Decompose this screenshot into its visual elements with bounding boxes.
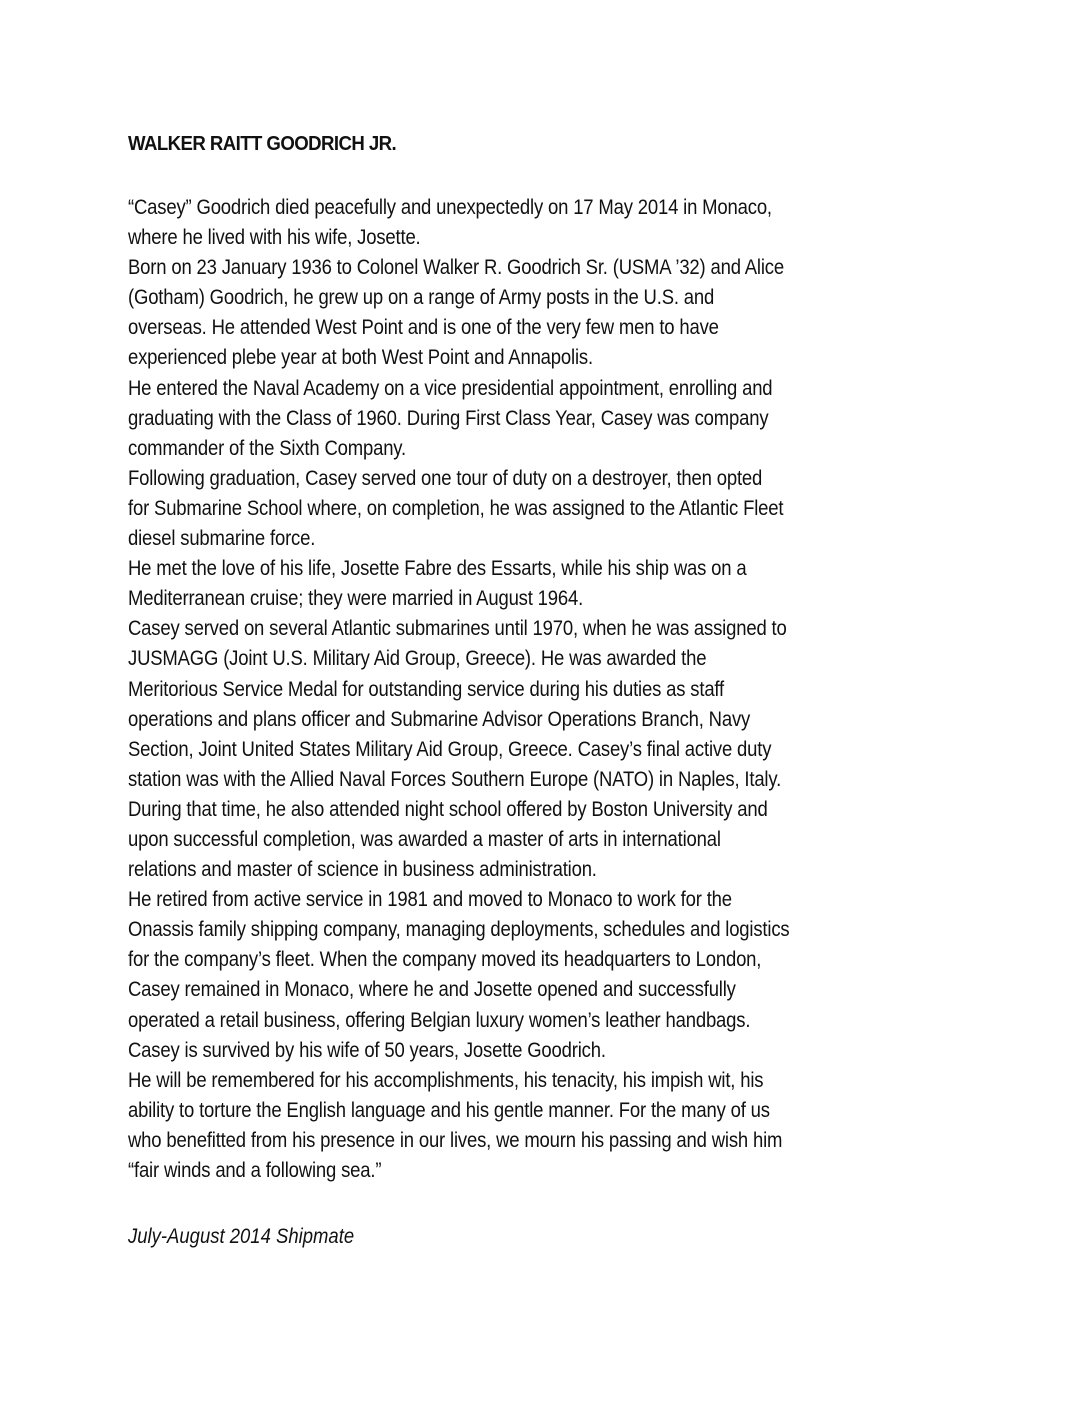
body-line: graduating with the Class of 1960. During First Class Year, Casey was company <box>128 405 769 430</box>
body-line: operations and plans officer and Submarine Advisor Operations Branch, Navy <box>128 706 751 731</box>
body-line: for Submarine School where, on completion, he was assigned to the Atlantic Fleet <box>128 495 784 520</box>
body-line: “fair winds and a following sea.” <box>128 1158 382 1182</box>
body-line: experienced plebe year at both West Point and Annapolis. <box>128 345 593 370</box>
body-line: He entered the Naval Academy on a vice presidential appointment, enrolling and <box>128 375 773 400</box>
body-line: “Casey” Goodrich died peacefully and unexpectedly on 17 May 2014 in Monaco, <box>128 195 772 219</box>
body-line: upon successful completion, was awarded a master of arts in international <box>128 826 721 851</box>
body-line: Casey remained in Monaco, where he and Josette opened and successfully <box>128 977 736 1002</box>
body-line: who benefitted from his presence in our lives, we mourn his passing and wish him <box>128 1127 783 1152</box>
body-line: station was with the Allied Naval Forces Southern Europe (NATO) in Naples, Italy. <box>128 766 782 791</box>
body-line: ability to torture the English language and his gentle manner. For the many of us <box>128 1097 770 1122</box>
body-line: (Gotham) Goodrich, he grew up on a range of Army posts in the U.S. and <box>128 285 715 310</box>
obituary-body <box>128 192 897 1185</box>
body-line: During that time, he also attended night school offered by Boston University and <box>128 796 768 821</box>
body-line: Casey served on several Atlantic submarines until 1970, when he was assigned to <box>128 616 787 641</box>
body-line: where he lived with his wife, Josette. <box>128 225 421 250</box>
publication-credit: July-August 2014 Shipmate <box>128 1224 355 1248</box>
body-line: overseas. He attended West Point and is one of the very few men to have <box>128 315 719 340</box>
body-line: commander of the Sixth Company. <box>128 435 406 460</box>
body-line: Mediterranean cruise; they were married in August 1964. <box>128 586 584 611</box>
obituary-title: WALKER RAITT GOODRICH JR. <box>128 133 397 155</box>
body-line: He met the love of his life, Josette Fabre des Essarts, while his ship was on a <box>128 556 747 581</box>
body-line: Onassis family shipping company, managing deployments, schedules and logistics <box>128 917 790 942</box>
body-line: He retired from active service in 1981 and moved to Monaco to work for the <box>128 887 732 912</box>
body-line: Following graduation, Casey served one tour of duty on a destroyer, then opted <box>128 465 763 490</box>
body-line: operated a retail business, offering Belgian luxury women’s leather handbags. <box>128 1007 751 1032</box>
body-line: Section, Joint United States Military Aid Group, Greece. Casey’s final active duty <box>128 736 772 761</box>
body-line: Meritorious Service Medal for outstanding service during his duties as staff <box>128 676 725 701</box>
body-line: Casey is survived by his wife of 50 years, Josette Goodrich. <box>128 1037 606 1062</box>
body-line: Born on 23 January 1936 to Colonel Walker R. Goodrich Sr. (USMA ’32) and Alice <box>128 255 784 280</box>
body-line: He will be remembered for his accomplishments, his tenacity, his impish wit, his <box>128 1067 764 1092</box>
body-line: diesel submarine force. <box>128 526 316 551</box>
body-line: relations and master of science in business administration. <box>128 857 597 882</box>
body-line: JUSMAGG (Joint U.S. Military Aid Group, Greece). He was awarded the <box>128 646 707 671</box>
body-line: for the company’s fleet. When the company moved its headquarters to London, <box>128 947 762 972</box>
